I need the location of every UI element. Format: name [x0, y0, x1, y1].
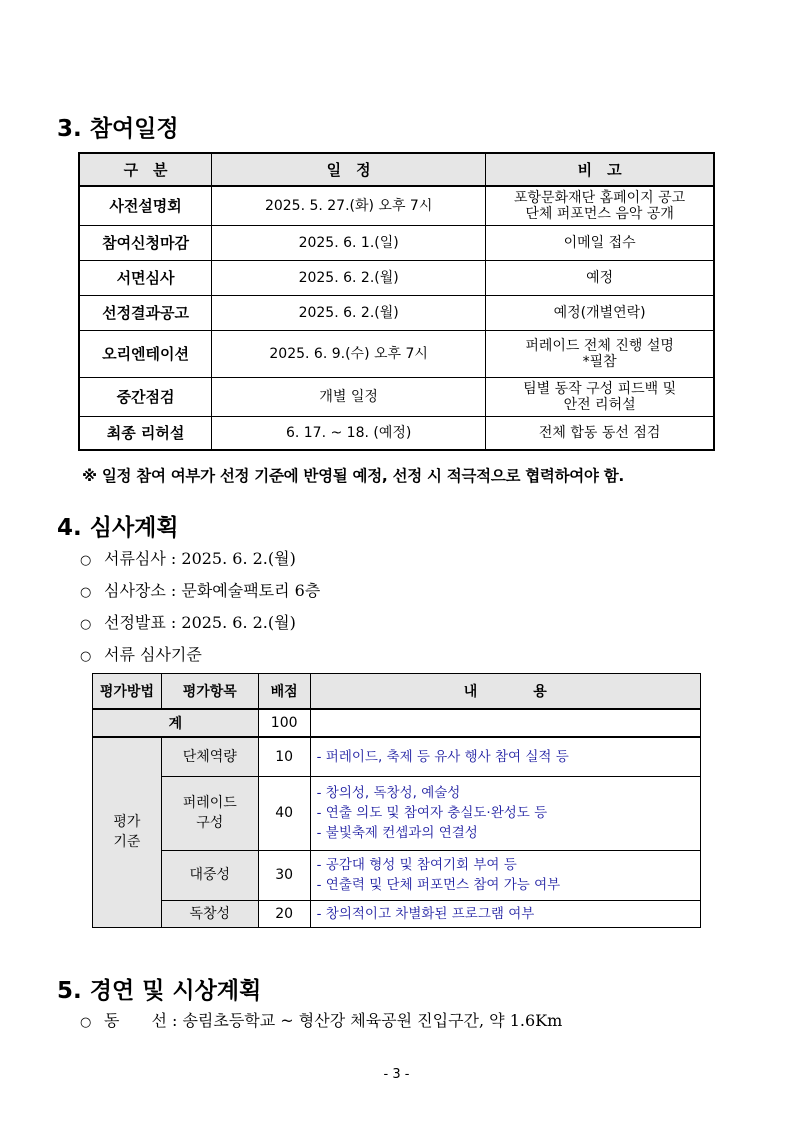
list-item [80, 546, 296, 569]
bullet-circle: ○ [80, 553, 92, 568]
schedule-table [78, 152, 715, 451]
table-row [79, 377, 714, 416]
row-note [486, 330, 714, 377]
content-line: - 불빛축제 컨셉과의 연결성 [316, 825, 478, 841]
item-name: 대중성 [161, 850, 258, 900]
item-content [310, 850, 700, 900]
content-line: - 퍼레이드, 축제 등 유사 행사 참여 실적 등 [316, 748, 569, 765]
item-name-line2: 구성 [196, 815, 224, 831]
content-line: - 창의성, 독창성, 예술성 [316, 785, 461, 801]
content-line: - 연출력 및 단체 퍼포먼스 참여 가능 여부 [316, 877, 561, 893]
table-row [79, 416, 714, 450]
total-score: 100 [258, 709, 310, 737]
table-row [93, 737, 701, 776]
row-date: 2025. 5. 27.(화) 오후 7시 [212, 186, 486, 225]
table-row [79, 186, 714, 225]
bullet-text: 서류 심사기준 [104, 645, 202, 664]
bullet-text: 심사장소 : 문화예술팩토리 6층 [104, 581, 321, 600]
total-row [93, 709, 701, 737]
row-name: 오리엔테이션 [79, 330, 212, 377]
item-name: 단체역량 [161, 737, 258, 776]
item-name [161, 776, 258, 850]
row-note-line2: 안전 리허설 [563, 396, 636, 413]
item-name: 독창성 [161, 900, 258, 927]
criteria-header-row [93, 674, 701, 710]
header-method: 평가방법 [93, 674, 162, 710]
header-note: 비 고 [486, 153, 714, 186]
item-score: 30 [258, 850, 310, 900]
item-score: 20 [258, 900, 310, 927]
table-row [79, 330, 714, 377]
row-note-line1: 팀별 동작 구성 피드백 및 [523, 380, 677, 397]
item-content [310, 737, 700, 776]
row-note: 전체 합동 동선 점검 [486, 416, 714, 450]
row-date: 2025. 6. 2.(월) [212, 295, 486, 330]
evaluation-criteria-table [92, 673, 701, 928]
section-3-title: 3. 참여일정 [57, 116, 179, 142]
bullet-text: 서류심사 : 2025. 6. 2.(월) [104, 549, 296, 568]
row-note: 이메일 접수 [486, 225, 714, 260]
list-item [80, 610, 296, 633]
item-score: 40 [258, 776, 310, 850]
total-label: 계 [93, 709, 259, 737]
section-4-title: 4. 심사계획 [57, 515, 179, 541]
header-score: 배점 [258, 674, 310, 710]
header-schedule: 일 정 [212, 153, 486, 186]
item-name-line1: 퍼레이드 [182, 795, 237, 811]
table-row [79, 295, 714, 330]
row-note: 예정 [486, 260, 714, 295]
bullet-circle: ○ [80, 1015, 92, 1030]
item-content [310, 776, 700, 850]
header-content: 내 용 [310, 674, 700, 710]
schedule-footnote: ※ 일정 참여 여부가 선정 기준에 반영될 예정, 선정 시 적극적으로 협력하여야 함. [82, 467, 624, 485]
total-content [310, 709, 700, 737]
row-note [486, 377, 714, 416]
section-5-title: 5. 경연 및 시상계획 [57, 978, 262, 1004]
bullet-text: 동 선 : 송림초등학교 ~ 형산강 체육공원 진입구간, 약 1.6Km [104, 1011, 563, 1030]
table-row [93, 900, 701, 927]
header-item: 평가항목 [161, 674, 258, 710]
row-name: 선정결과공고 [79, 295, 212, 330]
row-note-line2: 단체 퍼포먼스 음악 공개 [525, 205, 674, 222]
row-date: 2025. 6. 2.(월) [212, 260, 486, 295]
table-row [93, 776, 701, 850]
row-date: 2025. 6. 9.(수) 오후 7시 [212, 330, 486, 377]
table-row [79, 225, 714, 260]
row-date: 6. 17. ~ 18. (예정) [212, 416, 486, 450]
category-cell [93, 737, 162, 927]
row-note [486, 186, 714, 225]
bullet-circle: ○ [80, 649, 92, 664]
bullet-circle: ○ [80, 585, 92, 600]
item-score: 10 [258, 737, 310, 776]
list-item [80, 578, 320, 601]
content-line: - 연출 의도 및 참여자 충실도·완성도 등 [316, 805, 548, 821]
item-content [310, 900, 700, 927]
bullet-text: 선정발표 : 2025. 6. 2.(월) [104, 613, 296, 632]
row-note: 예정(개별연락) [486, 295, 714, 330]
row-name: 사전설명회 [79, 186, 212, 225]
table-row [79, 260, 714, 295]
row-note-line2: *필참 [582, 353, 617, 370]
row-note-line1: 포항문화재단 홈페이지 공고 [514, 189, 686, 206]
schedule-header-row [79, 153, 714, 186]
content-line: - 창의적이고 차별화된 프로그램 여부 [316, 905, 535, 922]
header-category: 구 분 [79, 153, 212, 186]
row-name: 참여신청마감 [79, 225, 212, 260]
row-name: 최종 리허설 [79, 416, 212, 450]
bullet-circle: ○ [80, 617, 92, 632]
content-line: - 공감대 형성 및 참여기회 부여 등 [316, 857, 517, 873]
row-name: 서면심사 [79, 260, 212, 295]
category-line2: 기준 [113, 834, 141, 851]
category-line1: 평가 [113, 814, 141, 831]
table-row [93, 850, 701, 900]
list-item [80, 1008, 562, 1031]
row-note-line1: 퍼레이드 전체 진행 설명 [525, 337, 674, 354]
row-date: 개별 일정 [212, 377, 486, 416]
row-name: 중간점검 [79, 377, 212, 416]
page-number: - 3 - [383, 1067, 410, 1082]
list-item [80, 642, 202, 665]
row-date: 2025. 6. 1.(일) [212, 225, 486, 260]
